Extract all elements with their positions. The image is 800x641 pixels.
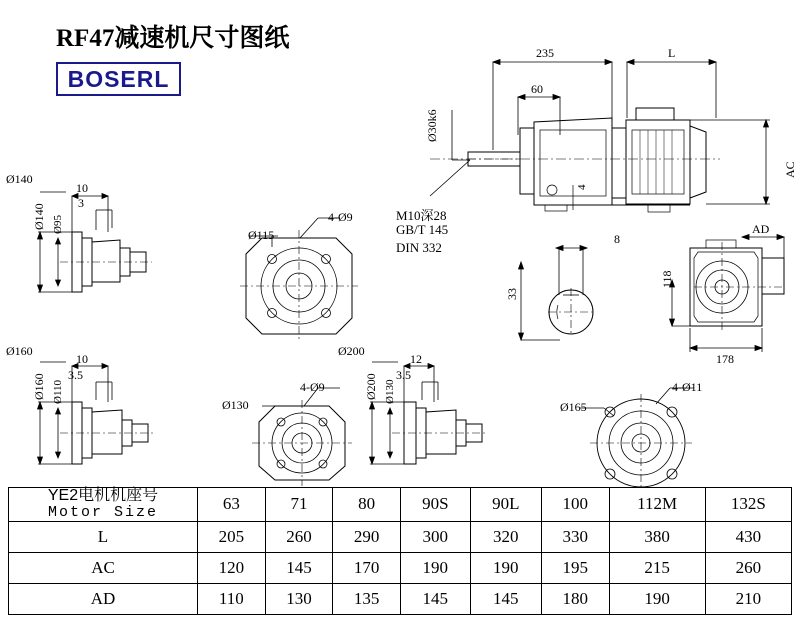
table-cell: 120 <box>198 552 266 583</box>
dia-110-label: Ø110 <box>52 379 64 404</box>
dim-3-label-row1: 3 <box>78 196 84 210</box>
table-header-row <box>9 488 792 522</box>
dim-L-label: L <box>668 46 676 60</box>
table-cell: 135 <box>333 583 401 614</box>
dim-178-label: 178 <box>716 352 734 366</box>
table-cell: 190 <box>401 552 471 583</box>
table-col-header: 90S <box>401 488 471 522</box>
dim-33-label: 33 <box>505 288 519 300</box>
table-cell: 145 <box>265 552 333 583</box>
dia-165-label: Ø165 <box>560 400 587 414</box>
table-cell: 330 <box>541 521 609 552</box>
dia-130b-label: Ø130 <box>384 379 396 404</box>
table-cell: 430 <box>705 521 791 552</box>
flange-dia-140-top-label: Ø140 <box>6 172 33 186</box>
table-cell: 170 <box>333 552 401 583</box>
dim-3-5b-label: 3.5 <box>396 368 411 382</box>
logo-text: BOSERL <box>67 65 170 92</box>
table-cell: 215 <box>609 552 705 583</box>
dim-AC-label: AC <box>783 161 797 178</box>
dim-10-label-row2: 10 <box>76 352 88 366</box>
dim-118-label: 118 <box>660 270 674 288</box>
table-cell: 195 <box>541 552 609 583</box>
table-col-header: 71 <box>265 488 333 522</box>
flange-dia-200-top-label: Ø200 <box>338 344 365 358</box>
table-cell: 110 <box>198 583 266 614</box>
table-row <box>9 583 792 614</box>
thread-note-line2: GB/T 145 <box>396 222 449 237</box>
thread-note-line3: DIN 332 <box>396 240 442 255</box>
table-row <box>9 521 792 552</box>
table-cell: 145 <box>401 583 471 614</box>
motor-size-table <box>8 487 792 615</box>
dim-235-label: 235 <box>536 46 554 60</box>
dia-160-label: Ø160 <box>32 373 46 400</box>
table-cell: 190 <box>609 583 705 614</box>
holes-4x9-label-row1: 4-Ø9 <box>328 210 353 224</box>
dia-130-label: Ø130 <box>222 398 249 412</box>
table-cell: 320 <box>470 521 541 552</box>
table-col-header: 100 <box>541 488 609 522</box>
table-cell: 130 <box>265 583 333 614</box>
keyway-4-label: 4 <box>576 184 588 190</box>
dim-3-5-label-row2: 3.5 <box>68 368 83 382</box>
shaft-dia-label: Ø30k6 <box>425 109 439 142</box>
table-col-header: 63 <box>198 488 266 522</box>
row-label: AC <box>9 552 198 583</box>
dim-8-label: 8 <box>614 232 620 246</box>
table-col-header: 80 <box>333 488 401 522</box>
table-cell: 300 <box>401 521 471 552</box>
dim-12-label: 12 <box>410 352 422 366</box>
row-label: AD <box>9 583 198 614</box>
dim-10-label-row1: 10 <box>76 181 88 195</box>
holes-4x9-label-row2: 4-Ø9 <box>300 380 325 394</box>
holes-4x11-label: 4-Ø11 <box>672 380 703 394</box>
dim-60-label: 60 <box>531 82 543 96</box>
table-header-label-en: Motor Size <box>47 503 158 521</box>
dia-95-label: Ø95 <box>52 215 64 234</box>
flange-dia-160-top-label: Ø160 <box>6 344 33 358</box>
table-cell: 260 <box>705 552 791 583</box>
table-cell: 190 <box>470 552 541 583</box>
dia-115-label: Ø115 <box>248 228 275 242</box>
table-header-label <box>9 488 198 522</box>
table-cell: 180 <box>541 583 609 614</box>
table-cell: 205 <box>198 521 266 552</box>
table-cell: 210 <box>705 583 791 614</box>
table-col-header: 90L <box>470 488 541 522</box>
row-label: L <box>9 521 198 552</box>
table-cell: 145 <box>470 583 541 614</box>
table-cell: 260 <box>265 521 333 552</box>
table-header-label-cn: YE2电机机座号 <box>47 487 159 504</box>
table-row <box>9 552 792 583</box>
table-col-header: 132S <box>705 488 791 522</box>
page-title: RF47减速机尺寸图纸 <box>56 25 290 52</box>
dim-AD-label: AD <box>752 222 770 236</box>
dia-200-label: Ø200 <box>364 373 378 400</box>
table-cell: 380 <box>609 521 705 552</box>
dia-140-label: Ø140 <box>32 203 46 230</box>
table-cell: 290 <box>333 521 401 552</box>
thread-note-line1: M10深28 <box>396 208 447 223</box>
table-col-header: 112M <box>609 488 705 522</box>
